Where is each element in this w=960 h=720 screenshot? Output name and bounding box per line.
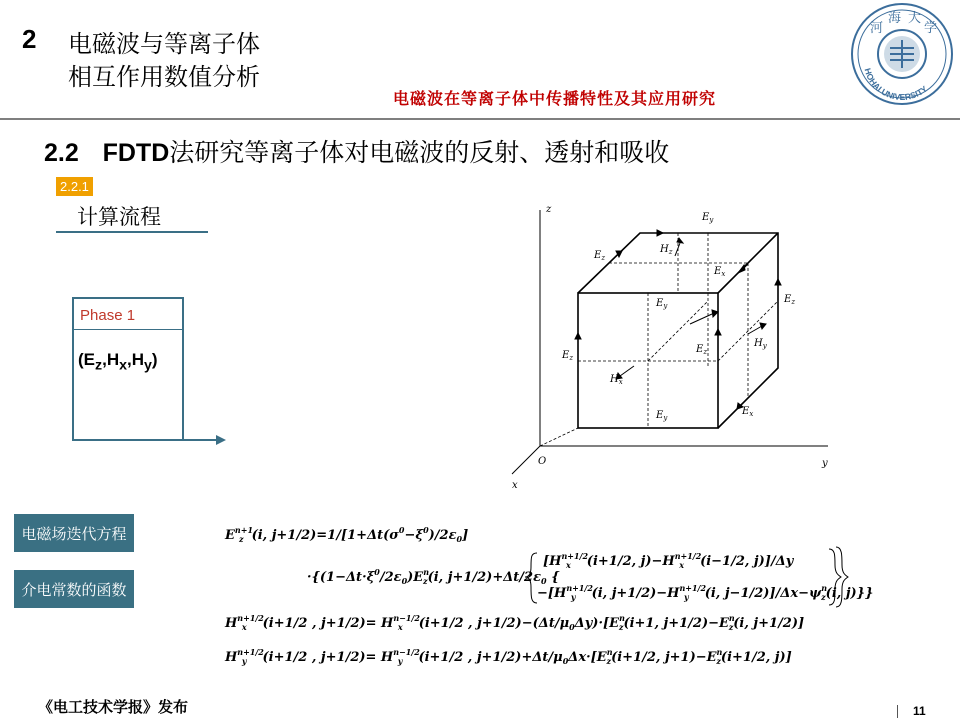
- origin-label: O: [538, 456, 547, 467]
- field-label-ex-bottom: $E_x$: [742, 406, 754, 418]
- logo-char-1: 河: [870, 21, 884, 36]
- field-label-ex-top: $E_x$: [714, 266, 726, 278]
- field-label-ey-top: $E_y$: [702, 212, 714, 224]
- phase-box-divider: [72, 329, 184, 330]
- z-axis-label: z: [546, 204, 552, 215]
- field-label-hy: $H_y$: [754, 338, 767, 350]
- y-axis-label: y: [822, 458, 828, 469]
- page-number-separator: [897, 705, 898, 718]
- section-title: [44, 133, 669, 169]
- section-title-prefix: FDTD: [102, 139, 170, 167]
- chapter-number: 2: [22, 24, 37, 54]
- equation-ez-line2b: $-[H^{n+1/2}$ y (i, $j+1/2)-H^{n+1/2}$ y (i, $j-1/2)]/\Delta x-\psi^n$ z(i, j)}}: [537, 583, 874, 602]
- footer-publication: 《电工技术学报》发布: [38, 698, 189, 716]
- university-logo: [850, 2, 954, 106]
- header-divider: [0, 118, 960, 120]
- equation-ez-line2: $\cdot\{(1-\Delta t\cdot\xi^0/2\varepsilon_0)E^n$ z(i, $j+1/2)+\Delta t/2\varepsilon_0$ {: [307, 567, 560, 586]
- equation-hy: $H^{n+1/2}$ y (i+1/2 , $j+1/2)= H^{n-1/2}$ y (i+1/2 , $j+1/2)+\Delta t/\mu_0\Delta x\cdot[E^n$ z(i+1/2, $j+1)-E^n$ z(i+1/2, j)]: [225, 647, 792, 666]
- page-number: 11: [913, 704, 926, 718]
- equation-ez-line1: $E^{n+1}$ z (i, $j+1/2)=1/[1+\Delta t(\sigma^0-\xi^0)/2\varepsilon_0]$: [225, 525, 469, 544]
- permittivity-function-button[interactable]: 介电常数的函数: [14, 570, 134, 608]
- field-label-ez-front: $E_z$: [696, 344, 708, 356]
- field-label-hz: $H_z$: [660, 244, 673, 256]
- subsection-badge: 2.2.1: [56, 177, 93, 196]
- phase-fields: $(E_z,H_x,H_y)$: [78, 350, 158, 374]
- field-label-ez-top: $E_z$: [594, 250, 606, 262]
- flow-arrow-icon: [70, 432, 230, 448]
- section-number: 2.2: [44, 139, 79, 167]
- subsection-title: 计算流程: [77, 205, 161, 229]
- field-label-hx: $H_x$: [610, 374, 623, 386]
- field-label-ey-bottom: $E_y$: [656, 410, 668, 422]
- logo-char-3: 大: [908, 11, 922, 26]
- field-label-ez-left: $E_z$: [562, 350, 574, 362]
- fdtd-equations: [225, 517, 874, 677]
- chapter-title-line1: 电磁波与等离子体: [68, 30, 260, 58]
- subsection-underline: [56, 231, 208, 233]
- logo-char-4: 学: [924, 21, 938, 36]
- field-label-ey-mid: $E_y$: [656, 298, 668, 310]
- logo-text: HOHAI UNIVERSITY: [862, 66, 930, 103]
- equation-hx: $H^{n+1/2}$ x (i+1/2 , $j+1/2)= H^{n-1/2}$ x (i+1/2 , $j+1/2)-(\Delta t/\mu_0\Delta y)\cdot[E^n$ z(i+1, $j+1/2)-E^n$ z(i, j+1/2)]: [225, 613, 805, 632]
- logo-char-2: 海: [888, 11, 902, 26]
- yee-cell-diagram: [500, 196, 830, 492]
- x-axis-label: x: [512, 480, 518, 491]
- equation-ez-line2a: [$H^{n+1/2}$ x (i+1/2, $j)-H^{n+1/2}$ x (i−1/2, j)]/Δy: [543, 551, 794, 570]
- presentation-subtitle: 电磁波在等离子体中传播特性及其应用研究: [393, 89, 717, 108]
- em-field-iteration-button[interactable]: 电磁场迭代方程: [14, 514, 134, 552]
- field-label-ez-right: $E_z$: [784, 294, 796, 306]
- phase-label: Phase 1: [80, 307, 136, 324]
- x-axis: [512, 446, 540, 474]
- section-title-rest: 法研究等离子体对电磁波的反射、透射和吸收: [169, 138, 670, 167]
- chapter-title-line2: 相互作用数值分析: [68, 63, 260, 91]
